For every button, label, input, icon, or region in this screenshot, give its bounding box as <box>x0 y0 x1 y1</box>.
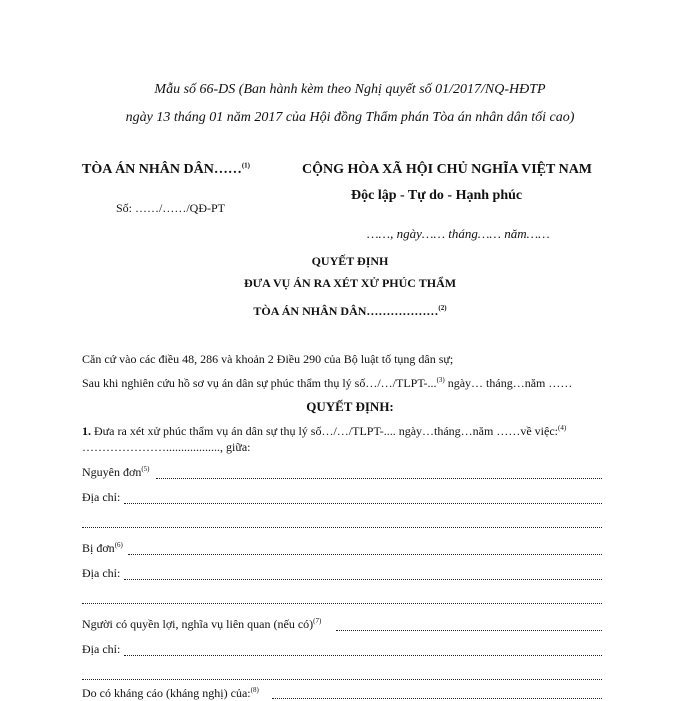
decision-title: QUYẾT ĐỊNH <box>311 254 389 268</box>
legal-basis: Căn cứ vào các điều 48, 286 và khoản 2 Điều 290 của Bộ luật tố tụng dân sự; <box>82 352 454 366</box>
plaintiff-address-line2[interactable] <box>82 527 602 528</box>
plaintiff-field[interactable] <box>156 478 602 479</box>
court-name: TÒA ÁN NHÂN DÂN……$^{(1)}$ <box>82 161 251 177</box>
national-motto: Độc lập - Tự do - Hạnh phúc <box>351 188 523 203</box>
decides-heading: QUYẾT ĐỊNH: <box>306 399 394 414</box>
appeal-label: Do có kháng cáo (kháng nghị) của:$^{(8)}$ <box>82 686 259 700</box>
after-study-line: Sau khi nghiên cứu hồ sơ vụ án dân sự phúc thẩm thụ lý số…/…/TLPT-...$^{(3)}$ ngày… tháng…năm …… <box>82 376 573 390</box>
issuing-court: TÒA ÁN NHÂN DÂN………………$^{(2)}$ <box>253 304 447 318</box>
related-address-field[interactable] <box>124 655 602 656</box>
related-address-label: Địa chỉ: <box>82 642 121 656</box>
plaintiff-address-field[interactable] <box>124 503 602 504</box>
defendant-address-line2[interactable] <box>82 603 602 604</box>
appeal-field[interactable] <box>272 698 602 699</box>
defendant-address-label: Địa chỉ: <box>82 566 121 580</box>
related-address-line2[interactable] <box>82 679 602 680</box>
form-reference-line1: Mẫu số 66-DS (Ban hành kèm theo Nghị quyết số 01/2017/NQ-HĐTP <box>154 82 546 97</box>
related-party-label: Người có quyền lợi, nghĩa vụ liên quan (nếu có)$^{(7)}$ <box>82 617 322 631</box>
defendant-label: Bị đơn$^{(6)}$ <box>82 541 123 555</box>
related-party-field[interactable] <box>336 630 602 631</box>
nation-name: CỘNG HÒA XÃ HỘI CHỦ NGHĨA VIỆT NAM <box>302 162 593 177</box>
defendant-address-field[interactable] <box>124 579 602 580</box>
date-line: ……, ngày…… tháng…… năm…… <box>367 226 550 241</box>
item-1: 1. Đưa ra xét xử phúc thẩm vụ án dân sự thụ lý số…/…/TLPT-.... ngày…tháng…năm ……về việc:$^{(4)}$ <box>82 424 567 438</box>
decision-number: Số: ……/……/QĐ-PT <box>116 201 226 215</box>
defendant-field[interactable] <box>128 554 602 555</box>
item-1-continuation: ………………….................., giữa: <box>82 440 251 454</box>
form-reference-line2: ngày 13 tháng 01 năm 2017 của Hội đồng Thẩm phán Tòa án nhân dân tối cao) <box>125 110 575 125</box>
plaintiff-label: Nguyên đơn$^{(5)}$ <box>82 465 150 479</box>
decision-subject: ĐƯA VỤ ÁN RA XÉT XỬ PHÚC THẨM <box>243 276 457 290</box>
plaintiff-address-label: Địa chỉ: <box>82 490 121 504</box>
